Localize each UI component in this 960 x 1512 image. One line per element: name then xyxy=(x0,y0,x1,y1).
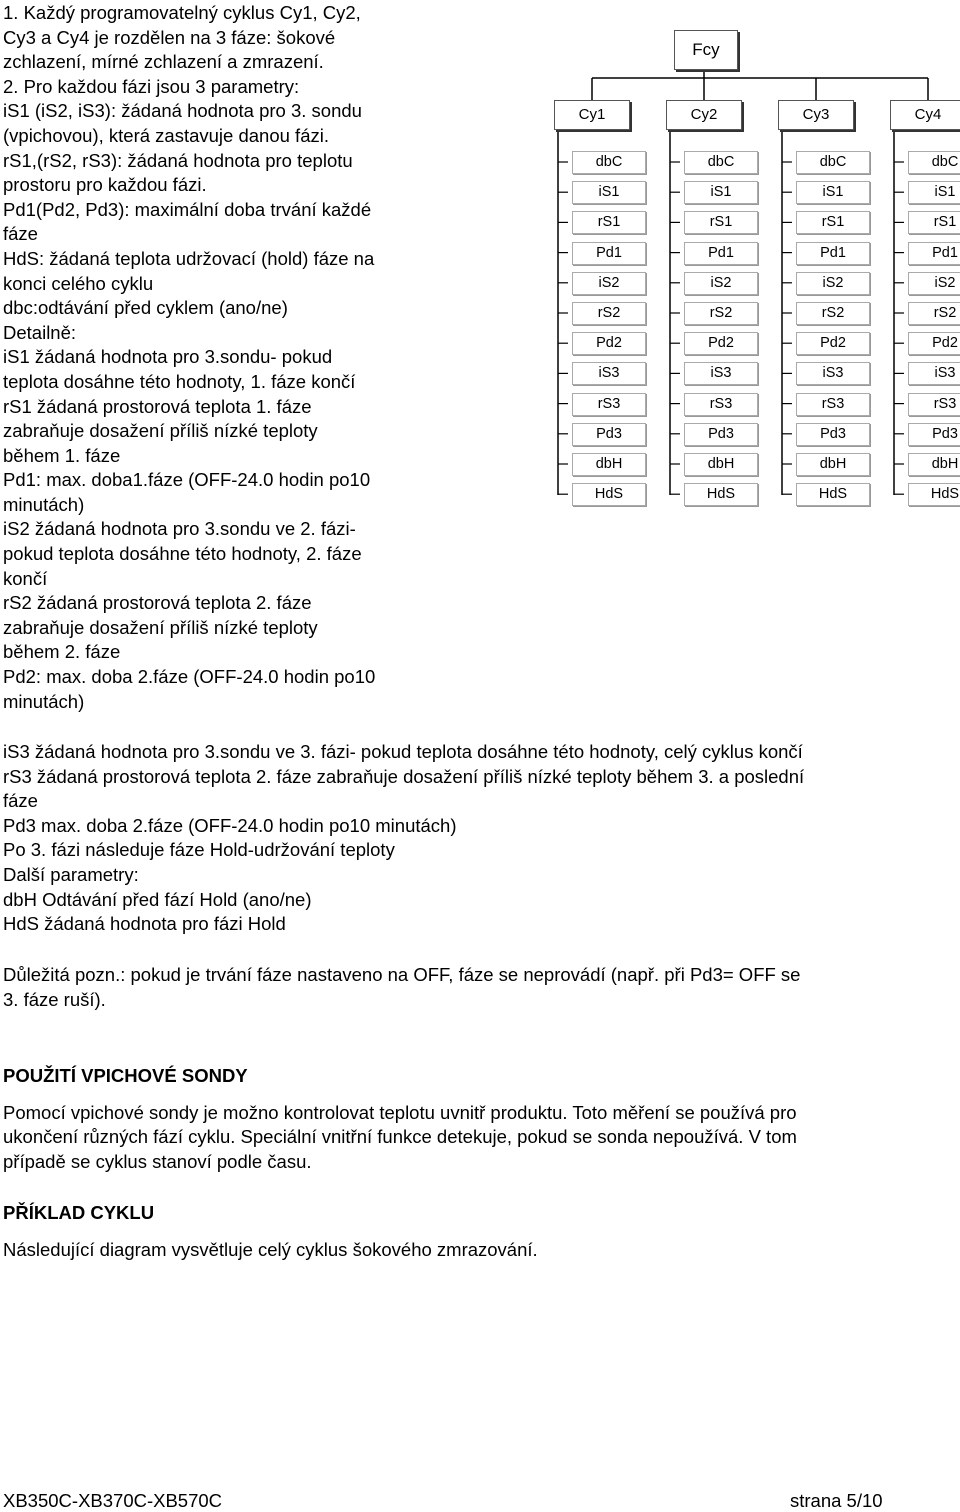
detail-line: Pd3 max. doba 2.fáze (OFF-24.0 hodin po10 minutách) xyxy=(3,814,457,836)
param-box-rs1: rS1 xyxy=(572,211,646,234)
intro-line: končí xyxy=(3,567,48,589)
param-box-rs3: rS3 xyxy=(684,393,758,416)
param-box-is1: iS1 xyxy=(796,181,870,204)
param-box-rs2: rS2 xyxy=(908,302,960,325)
intro-line: během 2. fáze xyxy=(3,641,121,663)
param-box-rs2: rS2 xyxy=(796,302,870,325)
param-box-rs1: rS1 xyxy=(684,211,758,234)
intro-line: dbc:odtávání před cyklem (ano/ne) xyxy=(3,297,288,319)
param-box-rs2: rS2 xyxy=(572,302,646,325)
param-box-hds: HdS xyxy=(684,483,758,506)
param-box-dbc: dbC xyxy=(796,151,870,174)
detail-line: rS3 žádaná prostorová teplota 2. fáze zabraňuje dosažení příliš nízké teploty během 3. a poslední xyxy=(3,765,805,787)
intro-line: teplota dosáhne této hodnoty, 1. fáze končí xyxy=(3,370,356,392)
intro-line: konci celého cyklu xyxy=(3,272,154,294)
param-box-pd3: Pd3 xyxy=(684,423,758,446)
intro-line: zabraňuje dosažení příliš nízké teploty xyxy=(3,616,318,638)
param-box-rs1: rS1 xyxy=(796,211,870,234)
param-box-is2: iS2 xyxy=(684,272,758,295)
param-box-hds: HdS xyxy=(908,483,960,506)
cycle-box-cy1: Cy1 xyxy=(554,100,630,130)
param-box-rs1: rS1 xyxy=(908,211,960,234)
cycle-box-cy4: Cy4 xyxy=(890,100,960,130)
cycle-box-cy3: Cy3 xyxy=(778,100,854,130)
param-box-rs3: rS3 xyxy=(572,393,646,416)
intro-line: prostoru pro každou fázi. xyxy=(3,174,207,196)
intro-line: minutách) xyxy=(3,493,85,515)
important-note xyxy=(3,963,948,1012)
param-box-dbh: dbH xyxy=(684,453,758,476)
param-box-pd3: Pd3 xyxy=(572,423,646,446)
detail-line: HdS žádaná hodnota pro fázi Hold xyxy=(3,913,286,935)
param-box-pd3: Pd3 xyxy=(796,423,870,446)
intro-line: zchlazení, mírné zchlazení a zmrazení. xyxy=(3,51,324,73)
intro-line: minutách) xyxy=(3,690,85,712)
param-box-pd3: Pd3 xyxy=(908,423,960,446)
footer-model: XB350C-XB370C-XB570C xyxy=(3,1490,223,1511)
fcy-root-box: Fcy xyxy=(674,30,738,70)
detail-line: Další parametry: xyxy=(3,863,139,885)
probe-line: případě se cyklus stanoví podle času. xyxy=(3,1150,312,1172)
param-box-is2: iS2 xyxy=(908,272,960,295)
intro-line: Pd2: max. doba 2.fáze (OFF-24.0 hodin po10 xyxy=(3,666,376,688)
intro-line: HdS: žádaná teplota udržovací (hold) fáze na xyxy=(3,247,375,269)
param-box-hds: HdS xyxy=(796,483,870,506)
intro-line: rS1,(rS2, rS3): žádaná hodnota pro teplotu xyxy=(3,149,353,171)
param-box-pd1: Pd1 xyxy=(796,242,870,265)
param-box-is1: iS1 xyxy=(908,181,960,204)
param-box-rs3: rS3 xyxy=(908,393,960,416)
probe-line: ukončení různých fází cyklu. Speciální vnitřní funkce detekuje, pokud se sonda nepoužívá. V tom xyxy=(3,1126,797,1148)
detail-line: Po 3. fázi následuje fáze Hold-udržování teploty xyxy=(3,839,395,861)
probe-line: Pomocí vpichové sondy je možno kontrolovat teplotu uvnitř produktu. Toto měření se používá pro xyxy=(3,1101,797,1123)
intro-text xyxy=(3,1,453,714)
probe-section xyxy=(3,1064,948,1174)
param-box-is3: iS3 xyxy=(908,362,960,385)
param-box-hds: HdS xyxy=(572,483,646,506)
cycle-box-cy2: Cy2 xyxy=(666,100,742,130)
note-line: 3. fáze ruší). xyxy=(3,988,106,1010)
detail-line: iS3 žádaná hodnota pro 3.sondu ve 3. fázi- pokud teplota dosáhne této hodnoty, celý cyklus končí xyxy=(3,741,803,762)
intro-line: pokud teplota dosáhne této hodnoty, 2. fáze xyxy=(3,543,362,565)
param-box-dbh: dbH xyxy=(908,453,960,476)
intro-line: během 1. fáze xyxy=(3,444,121,466)
param-box-is2: iS2 xyxy=(796,272,870,295)
detail-line: fáze xyxy=(3,790,38,812)
intro-line: rS2 žádaná prostorová teplota 2. fáze xyxy=(3,592,312,614)
param-box-pd2: Pd2 xyxy=(796,332,870,355)
param-box-dbc: dbC xyxy=(572,151,646,174)
param-box-dbc: dbC xyxy=(908,151,960,174)
param-box-pd2: Pd2 xyxy=(572,332,646,355)
intro-line: Detailně: xyxy=(3,321,77,343)
param-box-is2: iS2 xyxy=(572,272,646,295)
footer-page-number: strana 5/10 xyxy=(790,1490,883,1511)
intro-line: zabraňuje dosažení příliš nízké teploty xyxy=(3,420,318,442)
param-box-dbh: dbH xyxy=(796,453,870,476)
intro-line: Cy3 a Cy4 je rozdělen na 3 fáze: šokové xyxy=(3,26,336,48)
intro-line: Pd1: max. doba1.fáze (OFF-24.0 hodin po10 xyxy=(3,469,371,491)
param-box-rs3: rS3 xyxy=(796,393,870,416)
intro-line: iS1 žádaná hodnota pro 3.sondu- pokud xyxy=(3,346,333,368)
section-heading: PŘÍKLAD CYKLU xyxy=(3,1202,155,1223)
param-box-is3: iS3 xyxy=(684,362,758,385)
param-box-pd2: Pd2 xyxy=(684,332,758,355)
param-box-pd2: Pd2 xyxy=(908,332,960,355)
intro-line: (vpichovou), která zastavuje danou fázi. xyxy=(3,124,329,146)
param-box-pd1: Pd1 xyxy=(572,242,646,265)
param-box-rs2: rS2 xyxy=(684,302,758,325)
param-box-is1: iS1 xyxy=(684,181,758,204)
param-box-is1: iS1 xyxy=(572,181,646,204)
param-box-dbc: dbC xyxy=(684,151,758,174)
intro-line: fáze xyxy=(3,223,38,245)
intro-line: iS1 (iS2, iS3): žádaná hodnota pro 3. sondu xyxy=(3,100,362,122)
cycle-tree-diagram xyxy=(540,0,960,520)
param-box-pd1: Pd1 xyxy=(908,242,960,265)
param-box-dbh: dbH xyxy=(572,453,646,476)
param-box-pd1: Pd1 xyxy=(684,242,758,265)
intro-line: iS2 žádaná hodnota pro 3.sondu ve 2. fázi- xyxy=(3,518,356,540)
section-heading: POUŽITÍ VPICHOVÉ SONDY xyxy=(3,1065,248,1086)
param-box-is3: iS3 xyxy=(572,362,646,385)
intro-line: 2. Pro každou fázi jsou 3 parametry: xyxy=(3,75,300,97)
param-box-is3: iS3 xyxy=(796,362,870,385)
detail-text xyxy=(3,740,948,937)
intro-line: rS1 žádaná prostorová teplota 1. fáze xyxy=(3,395,312,417)
intro-line: Pd1(Pd2, Pd3): maximální doba trvání každé xyxy=(3,198,372,220)
example-line: Následující diagram vysvětluje celý cyklus šokového zmrazování. xyxy=(3,1238,538,1260)
intro-line: 1. Každý programovatelný cyklus Cy1, Cy2, xyxy=(3,2,361,23)
detail-line: dbH Odtávání před fází Hold (ano/ne) xyxy=(3,888,312,910)
example-section xyxy=(3,1201,948,1262)
note-line: Důležitá pozn.: pokud je trvání fáze nastaveno na OFF, fáze se neprovádí (např. při Pd3= OFF se xyxy=(3,964,801,985)
